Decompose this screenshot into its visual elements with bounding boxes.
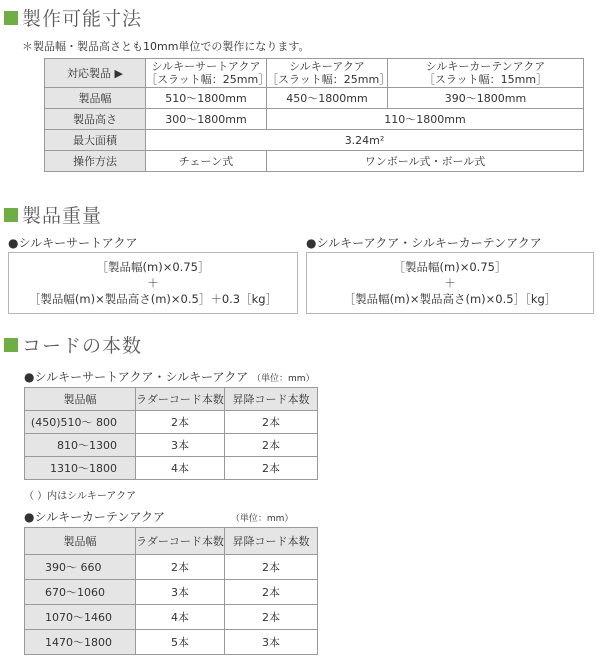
green-square-icon — [4, 11, 18, 25]
product-header — [388, 59, 584, 88]
product-name: シルキーカーテンアクア — [425, 60, 546, 73]
heading-text: ●シルキーサートアクア・シルキーアクア — [24, 370, 249, 384]
heading-text: ●シルキーカーテンアクア — [24, 510, 165, 524]
formula-line: ［製品幅(m)×0.75］ — [393, 260, 507, 274]
formula-line: ［製品幅(m)×製品高さ(m)×0.5］＋0.3［kg］ — [28, 292, 278, 306]
table-cell: 2本 — [225, 555, 318, 580]
table-cell: 300〜1800mm — [146, 109, 267, 130]
formula-plus: ＋ — [147, 276, 159, 290]
header-label: 対応製品 ▶ — [45, 59, 146, 88]
unit-label: （単位：mm） — [252, 374, 315, 384]
formula-plus: ＋ — [444, 276, 456, 290]
table-row — [45, 130, 584, 151]
section-title-text: コードの本数 — [22, 335, 143, 357]
section-title-weight — [4, 201, 102, 228]
table-row — [25, 411, 318, 434]
column-header: 昇降コード本数 — [225, 388, 318, 411]
table-row — [25, 605, 318, 630]
table-cell: 4本 — [136, 457, 225, 480]
table-row — [25, 434, 318, 457]
cords-table-2 — [24, 527, 318, 655]
table-row — [25, 580, 318, 605]
weight-formula-left — [8, 252, 298, 314]
unit-label: （単位：mm） — [230, 514, 294, 524]
formula-line: ［製品幅(m)×製品高さ(m)×0.5］［kg］ — [343, 292, 557, 306]
table-row — [45, 88, 584, 109]
production-note: ＊製品幅・製品高さとも10mm単位での製作になります。 — [22, 40, 310, 53]
table-cell: チェーン式 — [146, 151, 267, 172]
table-cell: (450)510〜 800 — [25, 411, 136, 434]
table-cell: 1470〜1800 — [25, 630, 136, 655]
product-name: シルキーサートアクア — [151, 60, 261, 73]
slat-width: ［スラット幅：25mm］ — [267, 73, 391, 86]
table-cell: 390〜 660 — [25, 555, 136, 580]
column-header: 製品幅 — [25, 388, 136, 411]
section-title-text: 製品重量 — [22, 205, 103, 227]
table-cell: 670〜1060 — [25, 580, 136, 605]
weight-heading-left: ●シルキーサートアクア — [8, 236, 138, 250]
slat-width: ［スラット幅：15mm］ — [423, 73, 548, 86]
section-title-text: 製作可能寸法 — [22, 8, 143, 30]
row-label: 製品幅 — [45, 88, 146, 109]
table-cell: 4本 — [136, 605, 225, 630]
green-square-icon — [4, 208, 18, 222]
table-cell: 450〜1800mm — [267, 88, 388, 109]
weight-formula-right — [306, 252, 594, 314]
product-header — [146, 59, 270, 88]
cords-footnote: （ ）内はシルキーアクア — [24, 491, 137, 502]
table-cell: 1070〜1460 — [25, 605, 136, 630]
table-cell: 2本 — [136, 411, 225, 434]
row-label: 最大面積 — [45, 130, 146, 151]
column-header: ラダーコード本数 — [136, 528, 225, 555]
table-cell: 2本 — [225, 411, 318, 434]
table-cell: 390〜1800mm — [388, 88, 584, 109]
dimensions-table — [44, 58, 584, 172]
slat-width: ［スラット幅：25mm］ — [146, 73, 270, 86]
table-row — [45, 151, 584, 172]
weight-heading-right: ●シルキーアクア・シルキーカーテンアクア — [306, 236, 542, 250]
table-row — [45, 109, 584, 130]
row-label: 操作方法 — [45, 151, 146, 172]
table-cell: 810〜1300 — [25, 434, 136, 457]
table-cell: 3本 — [136, 434, 225, 457]
section-title-cords — [4, 331, 142, 358]
section-title-dimensions — [4, 4, 142, 31]
green-square-icon — [4, 338, 18, 352]
table-cell: 110〜1800mm — [267, 109, 584, 130]
column-header: 製品幅 — [25, 528, 136, 555]
column-header: ラダーコード本数 — [136, 388, 225, 411]
row-label: 製品高さ — [45, 109, 146, 130]
column-header: 昇降コード本数 — [225, 528, 318, 555]
formula-line: ［製品幅(m)×0.75］ — [96, 260, 210, 274]
table-cell: 5本 — [136, 630, 225, 655]
table-cell: 3本 — [136, 580, 225, 605]
table-cell: 2本 — [225, 434, 318, 457]
cords-table-1 — [24, 387, 318, 480]
cords-heading-1 — [24, 368, 315, 385]
table-cell: 510〜1800mm — [146, 88, 267, 109]
table-cell: 2本 — [225, 457, 318, 480]
product-header — [267, 59, 391, 88]
table-row — [25, 457, 318, 480]
table-cell: 2本 — [225, 605, 318, 630]
table-cell: ワンボール式・ボール式 — [267, 151, 584, 172]
table-cell: 3.24m² — [146, 130, 584, 151]
table-row — [25, 630, 318, 655]
table-cell: 1310〜1800 — [25, 457, 136, 480]
table-row — [25, 555, 318, 580]
cords-heading-2 — [24, 508, 293, 525]
product-name: シルキーアクア — [289, 60, 365, 73]
table-cell: 3本 — [225, 630, 318, 655]
table-cell: 2本 — [225, 580, 318, 605]
table-cell: 2本 — [136, 555, 225, 580]
